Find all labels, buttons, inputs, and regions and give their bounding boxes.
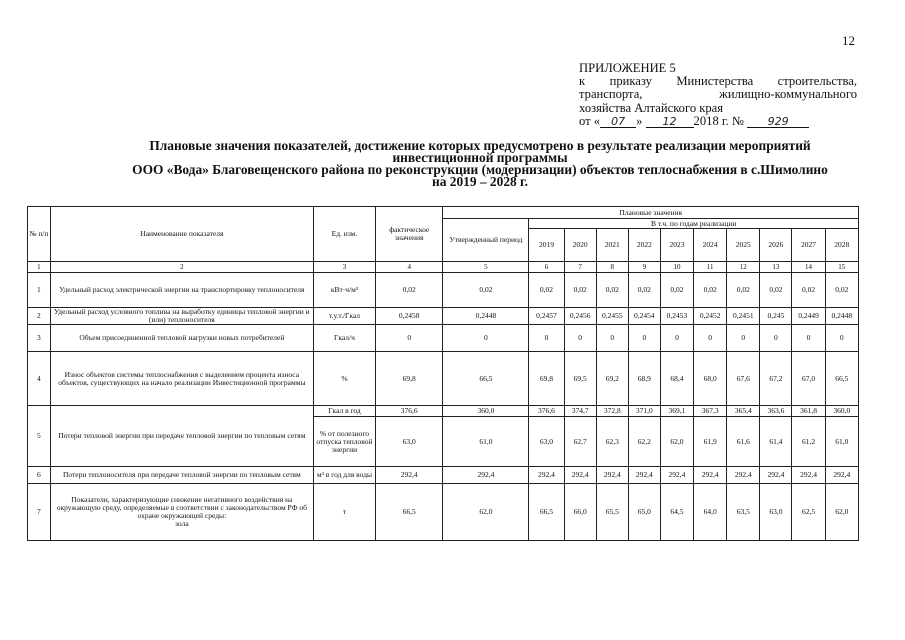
row-year-value: 0 [792,325,825,352]
row-year-value: 292,4 [596,467,628,484]
row-name [50,467,313,484]
row-name-text: Износ объектов системы теплоснабжения с выделением процента износа объектов, существующих на начало реализации Инвестиционной программы [58,369,306,387]
date-prefix: от « [579,113,601,128]
row-year-value: 63,0 [529,417,564,467]
column-number: 11 [694,262,727,273]
page-number: 12 [842,33,855,48]
row-year-value: 0,2451 [727,308,760,325]
row-year-value: 61,2 [792,417,825,467]
header-approved: Утвержденный период [443,219,529,262]
row-year-value: 292,4 [825,467,858,484]
row-year-value: 62,7 [564,417,596,467]
row-year-value: 0,2454 [628,308,660,325]
column-number: 5 [443,262,529,273]
row-year-value: 0,02 [628,273,660,308]
heading-line: Плановые значения показателей, достижение которых предусмотрено в результате реализации мероприятий [149,138,811,153]
row-name: Потери тепловой энергии при передаче тепловой энергии по тепловым сетям [50,406,313,467]
row-year-value: 0,02 [825,273,858,308]
heading-line: ООО «Вода» Благовещенского района по реконструкции (модернизации) объектов теплоснабжения в с.Шимолино [132,162,828,177]
row-year-value: 68,9 [628,352,660,406]
header-year: 2025 [727,229,760,262]
document-heading [60,140,900,188]
column-number: 2 [50,262,313,273]
row-year-value: 369,1 [660,406,693,417]
row-number: 7 [28,484,51,541]
row-year-value: 367,3 [694,406,727,417]
column-number: 3 [313,262,375,273]
appendix-line: к приказу Министерства строительства, [579,74,857,89]
header-year: 2022 [628,229,660,262]
row-year-value: 61,0 [825,417,858,467]
row-unit: т [313,484,375,541]
row-name-text: Потери теплоносителя при передаче тепловой энергии по тепловым сетям [62,470,301,479]
row-name [50,484,313,541]
row-name-text: Объем присоединенной тепловой нагрузки новых потребителей [79,333,285,342]
table-row [28,325,859,352]
row-year-value: 0 [660,325,693,352]
row-year-value: 0,2449 [792,308,825,325]
row-year-value: 64,0 [694,484,727,541]
year-text: 2018 г. № [693,113,744,128]
row-approved: 360,0 [443,406,529,417]
row-name [50,308,313,325]
appendix-title: ПРИЛОЖЕНИЕ 5 [579,61,676,75]
order-number-handwritten: 929 [747,116,809,128]
row-year-value: 63,0 [760,484,792,541]
row-year-value: 360,0 [825,406,858,417]
row-year-value: 0 [596,325,628,352]
appendix-date-line [579,115,857,128]
row-year-value: 66,5 [529,484,564,541]
row-year-value: 0,02 [529,273,564,308]
heading-line: на 2019 – 2028 г. [432,174,528,189]
header-actual: фактическое значения [376,207,443,262]
table-row [28,406,859,417]
row-year-value: 68,4 [660,352,693,406]
appendix-line: хозяйства Алтайского края [579,100,724,115]
row-year-value: 62,2 [628,417,660,467]
row-year-value: 0,2456 [564,308,596,325]
column-number: 7 [564,262,596,273]
row-year-value: 371,0 [628,406,660,417]
column-number: 9 [628,262,660,273]
header-year: 2026 [760,229,792,262]
row-year-value: 292,4 [694,467,727,484]
row-name-text: Удельный расход условного топлива на выработку единицы тепловой энергии и (или) теплоносителя [54,307,310,324]
header-row [28,207,859,219]
row-year-value: 69,5 [564,352,596,406]
column-number: 1 [28,262,51,273]
row-year-value: 292,4 [727,467,760,484]
row-actual: 66,5 [376,484,443,541]
row-approved: 292,4 [443,467,529,484]
table-row [28,273,859,308]
header-by-years: В т.ч. по годам реализации [529,219,859,229]
header-year: 2019 [529,229,564,262]
row-year-value: 0,02 [660,273,693,308]
month-handwritten: 12 [646,116,694,128]
row-year-value: 363,6 [760,406,792,417]
row-year-value: 0 [760,325,792,352]
row-actual: 0 [376,325,443,352]
row-year-value: 292,4 [660,467,693,484]
row-year-value: 0 [529,325,564,352]
row-name [50,352,313,406]
header-planned: Плановые значения [443,207,859,219]
row-year-value: 65,5 [596,484,628,541]
row-approved: 62,0 [443,484,529,541]
row-year-value: 69,8 [529,352,564,406]
header-year: 2027 [792,229,825,262]
row-number: 5 [28,406,51,467]
column-number: 10 [660,262,693,273]
row-unit: Гкал в год [313,406,375,417]
column-number-row [28,262,859,273]
row-number: 1 [28,273,51,308]
row-year-value: 361,8 [792,406,825,417]
row-actual: 376,6 [376,406,443,417]
row-year-value: 292,4 [628,467,660,484]
row-year-value: 292,4 [792,467,825,484]
row-year-value: 0,245 [760,308,792,325]
row-name-extra: зола [175,519,189,528]
row-year-value: 66,0 [564,484,596,541]
row-year-value: 0,02 [694,273,727,308]
date-mid: » [636,113,643,128]
row-year-value: 65,0 [628,484,660,541]
row-year-value: 292,4 [564,467,596,484]
row-year-value: 62,0 [825,484,858,541]
table-row [28,352,859,406]
row-year-value: 67,6 [727,352,760,406]
header-year: 2023 [660,229,693,262]
row-year-value: 374,7 [564,406,596,417]
row-year-value: 292,4 [529,467,564,484]
row-unit: Гкал/ч [313,325,375,352]
column-number: 15 [825,262,858,273]
appendix-block [579,62,857,128]
row-year-value: 0,2457 [529,308,564,325]
heading-line: инвестиционной программы [392,150,568,165]
row-year-value: 0,02 [760,273,792,308]
day-handwritten: 07 [600,116,636,128]
row-year-value: 62,3 [596,417,628,467]
row-year-value: 64,5 [660,484,693,541]
row-unit: т.у.т./Гкал [313,308,375,325]
column-number: 6 [529,262,564,273]
row-year-value: 0,02 [792,273,825,308]
row-actual: 69,8 [376,352,443,406]
row-year-value: 67,0 [792,352,825,406]
header-number: № п/п [28,207,51,262]
appendix-line: транспорта, жилищно-коммунального [579,87,857,102]
row-approved: 0,2448 [443,308,529,325]
table-row [28,484,859,541]
row-year-value: 67,2 [760,352,792,406]
row-year-value: 292,4 [760,467,792,484]
row-actual: 292,4 [376,467,443,484]
row-unit: кВт·ч/м³ [313,273,375,308]
row-actual: 0,02 [376,273,443,308]
row-year-value: 0 [727,325,760,352]
row-year-value: 0,2448 [825,308,858,325]
header-year: 2028 [825,229,858,262]
row-year-value: 0,02 [596,273,628,308]
row-actual: 63,0 [376,417,443,467]
row-name-text: Удельный расход электрической энергии на транспортировку теплоносителя [59,285,305,294]
row-number: 3 [28,325,51,352]
column-number: 8 [596,262,628,273]
row-approved: 66,5 [443,352,529,406]
row-year-value: 62,0 [660,417,693,467]
row-number: 4 [28,352,51,406]
row-year-value: 68,0 [694,352,727,406]
row-year-value: 69,2 [596,352,628,406]
row-year-value: 0 [694,325,727,352]
row-approved: 0,02 [443,273,529,308]
row-year-value: 62,5 [792,484,825,541]
table-row [28,308,859,325]
row-unit: % от полезного отпуска тепловой энергии [313,417,375,467]
table-row [28,467,859,484]
header-name: Наименование показателя [50,207,313,262]
row-year-value: 61,9 [694,417,727,467]
column-number: 13 [760,262,792,273]
row-number: 2 [28,308,51,325]
column-number: 4 [376,262,443,273]
column-number: 14 [792,262,825,273]
row-approved: 0 [443,325,529,352]
row-year-value: 376,6 [529,406,564,417]
row-actual: 0,2458 [376,308,443,325]
row-year-value: 365,4 [727,406,760,417]
row-unit: м³ в год для воды [313,467,375,484]
row-year-value: 0,02 [564,273,596,308]
row-name [50,325,313,352]
header-unit: Ед. изм. [313,207,375,262]
row-year-value: 0,02 [727,273,760,308]
row-name [50,273,313,308]
indicators-table [27,206,859,541]
row-name-text: Показатели, характеризующие снижение негативного воздействия на окружающую среду, определяемые в соответствии с законодательством РФ об охране окружающей среды: [56,495,307,520]
row-number: 6 [28,467,51,484]
column-number: 12 [727,262,760,273]
row-approved: 61,0 [443,417,529,467]
row-year-value: 0,2452 [694,308,727,325]
row-year-value: 63,5 [727,484,760,541]
row-year-value: 0 [825,325,858,352]
header-year: 2024 [694,229,727,262]
row-year-value: 61,6 [727,417,760,467]
row-year-value: 372,8 [596,406,628,417]
row-year-value: 61,4 [760,417,792,467]
row-unit: % [313,352,375,406]
row-year-value: 0,2455 [596,308,628,325]
row-year-value: 0,2453 [660,308,693,325]
row-year-value: 0 [628,325,660,352]
row-year-value: 66,5 [825,352,858,406]
row-year-value: 0 [564,325,596,352]
header-year: 2020 [564,229,596,262]
header-year: 2021 [596,229,628,262]
